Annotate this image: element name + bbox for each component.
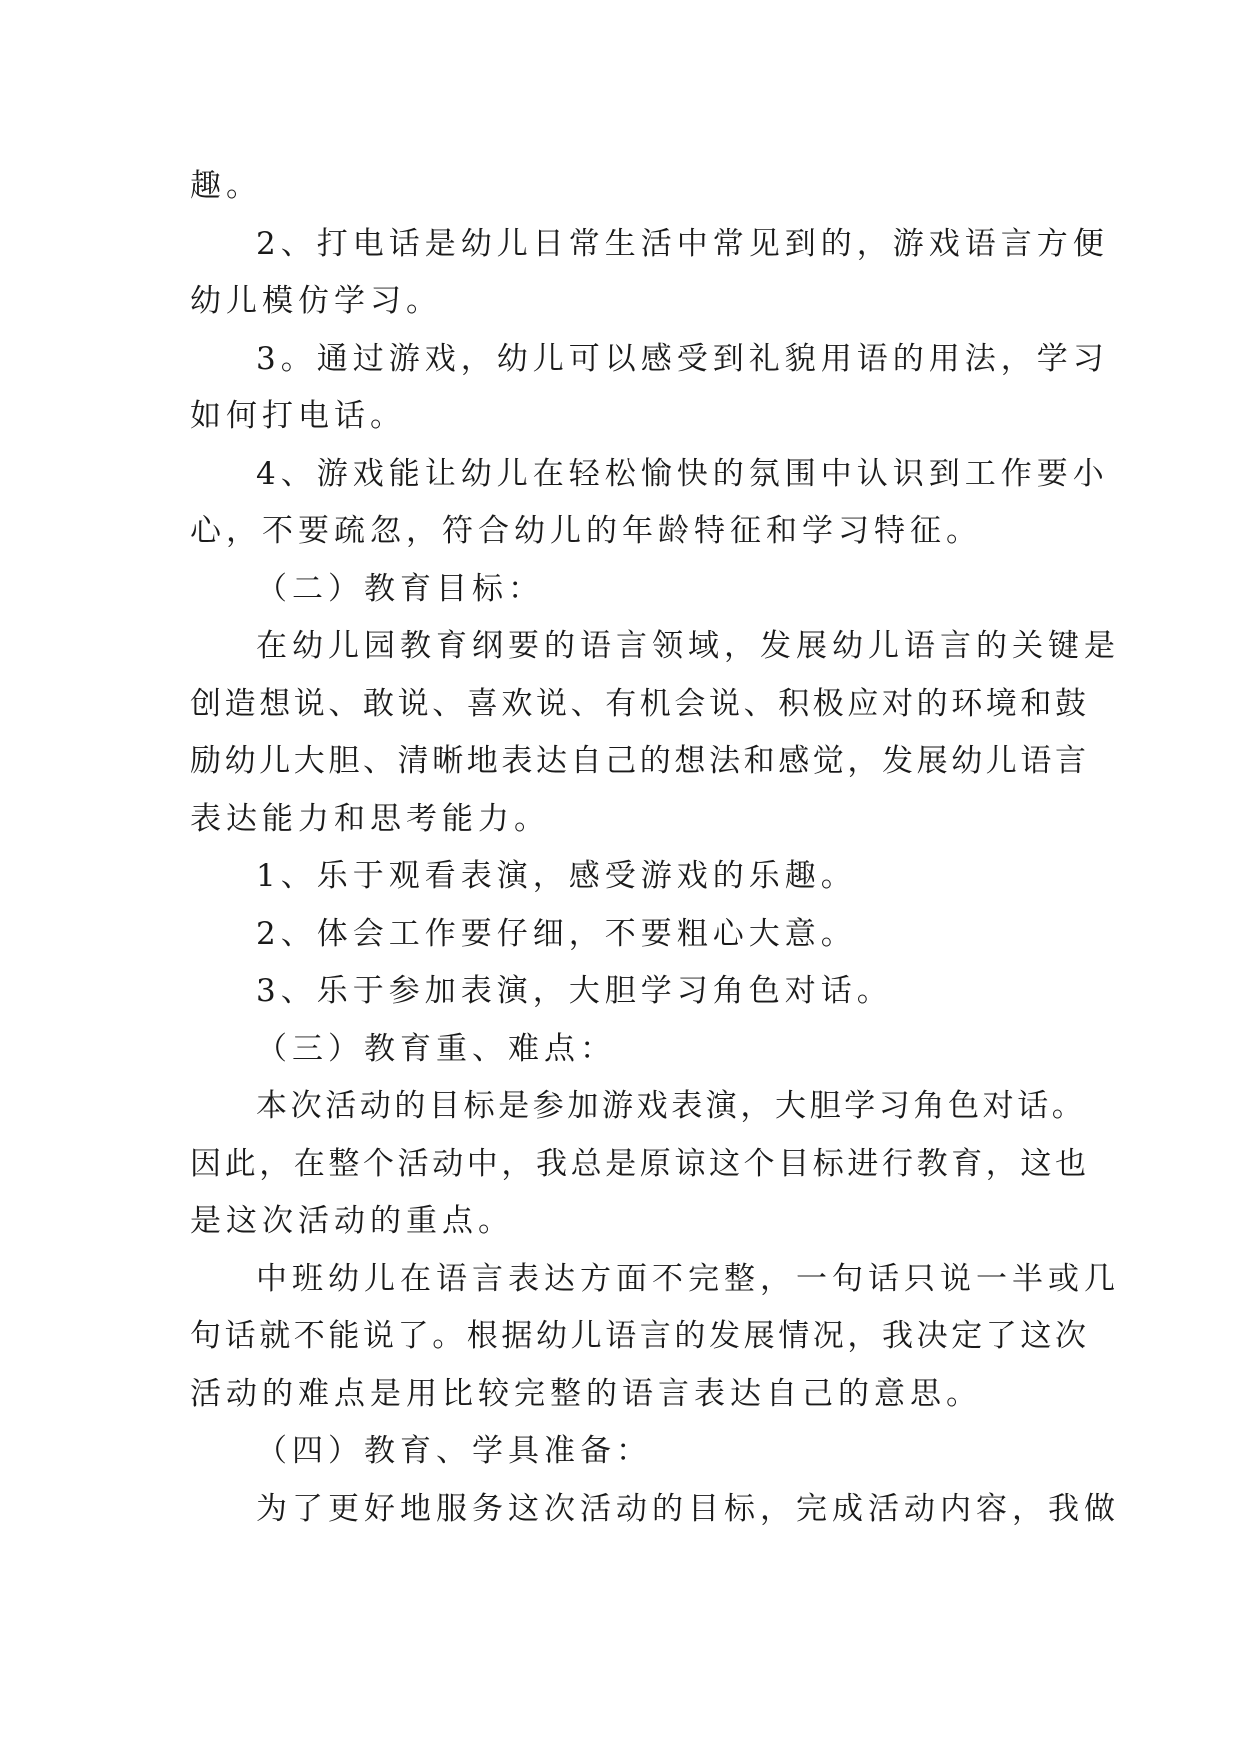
text-line: 句话就不能说了。根据幼儿语言的发展情况，我决定了这次 bbox=[190, 1318, 1090, 1354]
text-line: 中班幼儿在语言表达方面不完整，一句话只说一半或几 bbox=[256, 1260, 1120, 1297]
list-item: 1、乐于观看表演，感受游戏的乐趣。 bbox=[256, 858, 857, 894]
list-item: 2、体会工作要仔细，不要粗心大意。 bbox=[256, 915, 857, 952]
text-line: 创造想说、敢说、喜欢说、有机会说、积极应对的环境和鼓 bbox=[190, 685, 1090, 722]
list-item: 3、乐于参加表演，大胆学习角色对话。 bbox=[256, 973, 893, 1009]
text-line: 3。通过游戏，幼儿可以感受到礼貌用语的用法，学习 bbox=[256, 340, 1109, 377]
section-heading: （二）教育目标： bbox=[256, 570, 544, 607]
text-line: 活动的难点是用比较完整的语言表达自己的意思。 bbox=[190, 1375, 982, 1412]
text-line: 如何打电话。 bbox=[190, 398, 406, 434]
text-line: 是这次活动的重点。 bbox=[190, 1203, 514, 1239]
text-line: 因此，在整个活动中，我总是原谅这个目标进行教育，这也 bbox=[190, 1145, 1090, 1182]
section-heading: （三）教育重、难点： bbox=[256, 1030, 616, 1067]
text-line: 幼儿模仿学习。 bbox=[190, 283, 442, 319]
section-heading: （四）教育、学具准备： bbox=[256, 1433, 652, 1469]
text-line: 在幼儿园教育纲要的语言领域，发展幼儿语言的关键是 bbox=[256, 628, 1120, 664]
text-line: 心，不要疏忽，符合幼儿的年龄特征和学习特征。 bbox=[190, 513, 982, 549]
document-body bbox=[190, 158, 1120, 1538]
text-line: 为了更好地服务这次活动的目标，完成活动内容，我做 bbox=[256, 1490, 1120, 1527]
text-line: 励幼儿大胆、清晰地表达自己的想法和感觉，发展幼儿语言 bbox=[190, 743, 1090, 779]
text-line: 表达能力和思考能力。 bbox=[190, 800, 550, 837]
text-line: 4、游戏能让幼儿在轻松愉快的氛围中认识到工作要小 bbox=[256, 455, 1109, 492]
text-line: 2、打电话是幼儿日常生活中常见到的，游戏语言方便 bbox=[256, 225, 1109, 262]
text-line: 趣。 bbox=[190, 168, 262, 204]
text-line: 本次活动的目标是参加游戏表演，大胆学习角色对话。 bbox=[256, 1088, 1087, 1124]
